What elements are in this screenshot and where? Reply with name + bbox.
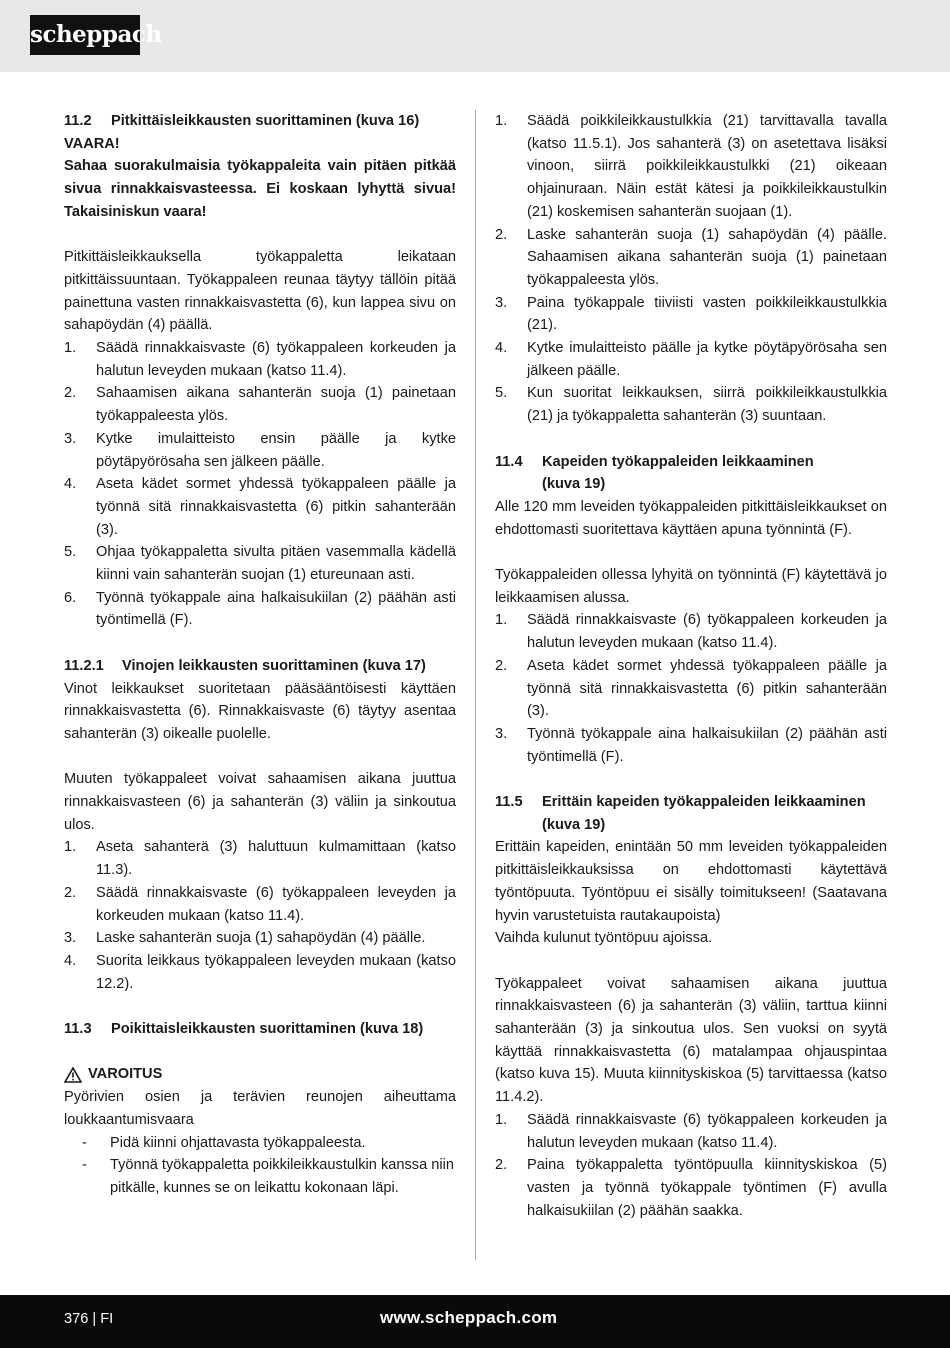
section-11-4-steps — [495, 609, 887, 768]
section-11-3-steps — [495, 110, 887, 428]
list-item: - Työnnä työkappaletta poikkileikkaustulkin kanssa niin pitkälle, kunnes se on leikattu kokonaan läpi. — [82, 1157, 454, 1196]
paragraph: Alle 120 mm leveiden työkappaleiden pitkittäisleikkaukset on ehdottomasti suoritettava käyttäen apuna työnnintä (F). — [495, 498, 887, 538]
page-header — [0, 0, 950, 72]
section-number: 11.3 — [64, 1021, 92, 1038]
page-footer — [0, 1295, 950, 1348]
paragraph: Erittäin kapeiden, enintään 50 mm leveiden työkappaleiden pitkittäisleikkauksissa on ehdottomasti käytettävä työntöpuuta. Työntöpuu ei sisälly toimitukseen! (Saatavana hyvin varustetuista rautakaupoista) — [495, 839, 887, 924]
section-number: 11.5 — [495, 794, 523, 811]
paragraph: Työkappaleet voivat sahaamisen aikana juuttua rinnakkaisvasteen (6) ja sahanterän (3) väliin, tarttua kiinni sahanterään (3) ja sinkoutua ulos. Sen vuoksi on syytä käyttää rinnakkaisvastetta (6) matalampaa ohjauspintaa (katso kuva 15). Muuta kiinnityskiskoa (5) tarvittaessa (katso 11.4.2). — [495, 975, 887, 1106]
list-item: 4. Suorita leikkaus työkappaleen leveyden mukaan (katso 12.2). — [64, 952, 456, 992]
list-item: 1. Säädä poikkileikkaustulkkia (21) tarvittavalla tavalla (katso 11.5.1). Jos sahanterä (3) on asetettava lisäksi vinoon, siirrä poikkileikkaustulkki (21) oikeaan ohjainuraan. Näin estät kätesi ja poikkileikkaustulkin (21) koskemisen sahanterän suojaan (1). — [495, 113, 887, 220]
list-item: 6. Työnnä työkappale aina halkaisukiilan (2) päähän asti työntimellä (F). — [64, 589, 456, 629]
section-11-5-steps — [495, 1109, 887, 1223]
section-title: Pitkittäisleikkausten suorittaminen (kuva 16) — [111, 113, 420, 129]
section-11-2-1-heading — [64, 655, 456, 678]
list-item: 4. Aseta kädet sormet yhdessä työkappaleen päälle ja työnnä sitä rinnakkaisvastetta (6) pitkin sahanterään (3). — [64, 476, 456, 538]
danger-label: VAARA! — [64, 135, 120, 152]
warning-heading — [64, 1063, 456, 1086]
list-item: 4. Kytke imulaitteisto päälle ja kytke pöytäpyörösaha sen jälkeen päälle. — [495, 340, 887, 379]
list-item: 1. Säädä rinnakkaisvaste (6) työkappaleen korkeuden ja halutun leveyden mukaan (katso 11.4). — [495, 1111, 887, 1151]
list-item: 3. Laske sahanterän suoja (1) sahapöydän (4) päälle. — [64, 930, 426, 947]
paragraph: Muuten työkappaleet voivat sahaamisen aikana juuttua rinnakkaisvasteen (6) ja sahanterän (3) väliin ja sinkoutua ulos. — [64, 771, 456, 833]
section-number: 11.4 — [495, 453, 523, 470]
list-item: 5. Ohjaa työkappaletta sivulta pitäen vasemmalla kädellä kiinni vain sahanterän suojan (1) etureunaan asti. — [64, 544, 456, 584]
section-title: Kapeiden työkappaleiden leikkaaminen — [542, 453, 814, 470]
warning-triangle-icon — [64, 1067, 82, 1083]
section-11-5-heading — [495, 791, 887, 836]
list-item: - Pidä kiinni ohjattavasta työkappaleesta. — [82, 1134, 366, 1151]
section-11-3-heading — [64, 1018, 456, 1041]
section-11-4-heading — [495, 451, 887, 474]
danger-text: Sahaa suorakulmaisia työkappaleita vain pitäen pitkää sivua rinnakkaisvasteessa. Ei koskaan lyhyttä sivua! Takaisiniskun vaara! — [64, 158, 456, 220]
website-link[interactable]: www.scheppach.com — [380, 1308, 558, 1327]
section-11-2-intro: Pitkittäisleikkauksella työkappaletta leikataan pitkittäissuuntaan. Työkappaleen reunaa täytyy tällöin pitää painettuna vasten rinnakkaisvastetta (6), kun lappea sivu on sahapöydän (4) päällä. — [64, 249, 456, 334]
section-title: Vinojen leikkausten suorittaminen (kuva 17) — [122, 657, 426, 674]
left-column — [64, 110, 456, 1200]
list-item: 1. Säädä rinnakkaisvaste (6) työkappaleen korkeuden ja halutun leveyden mukaan (katso 11.4). — [495, 612, 887, 652]
warning-text: Pyörivien osien ja terävien reunojen aiheuttama loukkaantumisvaara — [64, 1089, 456, 1128]
list-item: 2. Laske sahanterän suoja (1) sahapöydän (4) päälle. Sahaamisen aikana sahanterän suoja (1) painetaan työkappaleesta ylös. — [495, 226, 887, 288]
scheppach-logo: scheppach — [30, 15, 140, 55]
list-item: 3. Paina työkappale tiiviisti vasten poikkileikkaustulkkia (21). — [495, 294, 887, 334]
paragraph: Vaihda kulunut työntöpuu ajoissa. — [495, 930, 713, 947]
list-item: 2. Säädä rinnakkaisvaste (6) työkappaleen leveyden ja korkeuden mukaan (katso 11.4). — [64, 884, 456, 924]
section-11-2-heading — [64, 110, 456, 133]
column-divider — [475, 110, 476, 1260]
page-number: 376 | FI — [64, 1311, 114, 1327]
paragraph: Työkappaleiden ollessa lyhyitä on työnnintä (F) käytettävä jo leikkaamisen alussa. — [495, 567, 887, 606]
list-item: 2. Sahaamisen aikana sahanterän suoja (1) painetaan työkappaleesta ylös. — [64, 385, 456, 425]
list-item: 3. Työnnä työkappale aina halkaisukiilan (2) päähän asti työntimellä (F). — [495, 725, 887, 765]
section-number: 11.2.1 — [64, 657, 104, 674]
list-item: 5. Kun suoritat leikkauksen, siirrä poikkileikkaustulkkia (21) ja työkappaletta sahanterän (3) suuntaan. — [495, 385, 887, 425]
right-column — [495, 110, 887, 1222]
list-item: 2. Aseta kädet sormet yhdessä työkappaleen päälle ja työnnä sitä rinnakkaisvastetta (6) pitkin sahanterään (3). — [495, 657, 887, 720]
list-item: 3. Kytke imulaitteisto ensin päälle ja kytke pöytäpyörösaha sen jälkeen päälle. — [64, 430, 456, 470]
section-title-continued: (kuva 19) — [542, 476, 606, 493]
warning-label: VAROITUS — [88, 1066, 163, 1083]
list-item: 1. Aseta sahanterä (3) haluttuun kulmamittaan (katso 11.3). — [64, 839, 456, 879]
warning-dash-list — [64, 1132, 456, 1200]
list-item: 2. Paina työkappaletta työntöpuulla kiinnityskiskoa (5) vasten ja työnnä työkappale työntimen (F) avulla halkaisukiilan (2) päähän saakka. — [495, 1157, 887, 1219]
section-11-4-heading-line2 — [495, 473, 887, 496]
section-title: Erittäin kapeiden työkappaleiden leikkaaminen (kuva 19) — [542, 794, 866, 833]
list-item: 1. Säädä rinnakkaisvaste (6) työkappaleen korkeuden ja halutun leveyden mukaan (katso 11.4). — [64, 340, 456, 379]
section-11-2-steps — [64, 337, 456, 632]
section-title: Poikittaisleikkausten suorittaminen (kuva 18) — [111, 1021, 424, 1038]
section-number: 11.2 — [64, 113, 92, 129]
section-11-2-1-steps — [64, 836, 456, 995]
paragraph: Vinot leikkaukset suoritetaan pääsääntöisesti käyttäen rinnakkaisvastetta (6). Rinnakkaisvaste (6) täytyy asentaa sahanterän (3) oikealle puolelle. — [64, 680, 456, 742]
